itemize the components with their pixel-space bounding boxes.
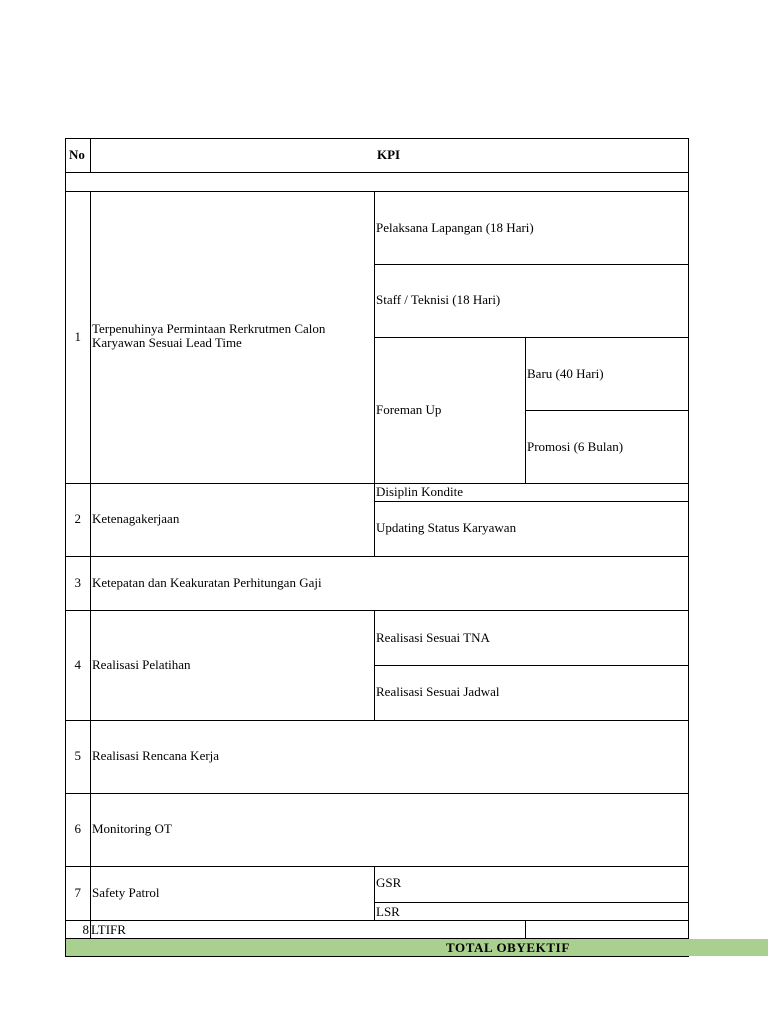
kpi-name: Ketepatan dan Keakuratan Perhitungan Gaji: [92, 575, 322, 590]
kpi-name: Safety Patrol: [92, 885, 160, 900]
kpi-sub-item: Promosi (6 Bulan): [527, 439, 624, 454]
row-number: 2: [74, 511, 81, 526]
row-number: 3: [74, 575, 81, 590]
kpi-item: Realisasi Sesuai TNA: [376, 630, 490, 645]
header-kpi: KPI: [377, 147, 401, 162]
kpi-name: Terpenuhinya Permintaan Rerkrutmen Calon Karyawan Sesuai Lead Time: [92, 321, 326, 350]
row-number: 7: [74, 885, 81, 900]
kpi-name: Ketenagakerjaan: [92, 511, 180, 526]
kpi-item: Disiplin Kondite: [376, 484, 464, 499]
kpi-sub-item: Baru (40 Hari): [527, 366, 604, 381]
kpi-name: Realisasi Rencana Kerja: [92, 748, 220, 763]
kpi-item: Updating Status Karyawan: [376, 520, 517, 535]
kpi-name: Realisasi Pelatihan: [92, 657, 191, 672]
header-no: No: [69, 147, 85, 162]
kpi-item: Staff / Teknisi (18 Hari): [376, 292, 501, 307]
kpi-item: Foreman Up: [376, 402, 442, 417]
kpi-name: Monitoring OT: [92, 821, 172, 836]
row-number: 4: [74, 657, 81, 672]
row-number: 8: [82, 922, 89, 937]
total-label: TOTAL OBYEKTIF: [446, 940, 570, 955]
kpi-item: GSR: [376, 875, 402, 890]
kpi-name: LTIFR: [91, 922, 126, 937]
kpi-item: LSR: [376, 904, 400, 919]
row-number: 5: [74, 748, 81, 763]
kpi-item: Pelaksana Lapangan (18 Hari): [376, 220, 534, 235]
row-number: 6: [74, 821, 81, 836]
kpi-item: Realisasi Sesuai Jadwal: [376, 684, 500, 699]
row-number: 1: [74, 329, 81, 344]
total-row-fill: [66, 939, 768, 956]
